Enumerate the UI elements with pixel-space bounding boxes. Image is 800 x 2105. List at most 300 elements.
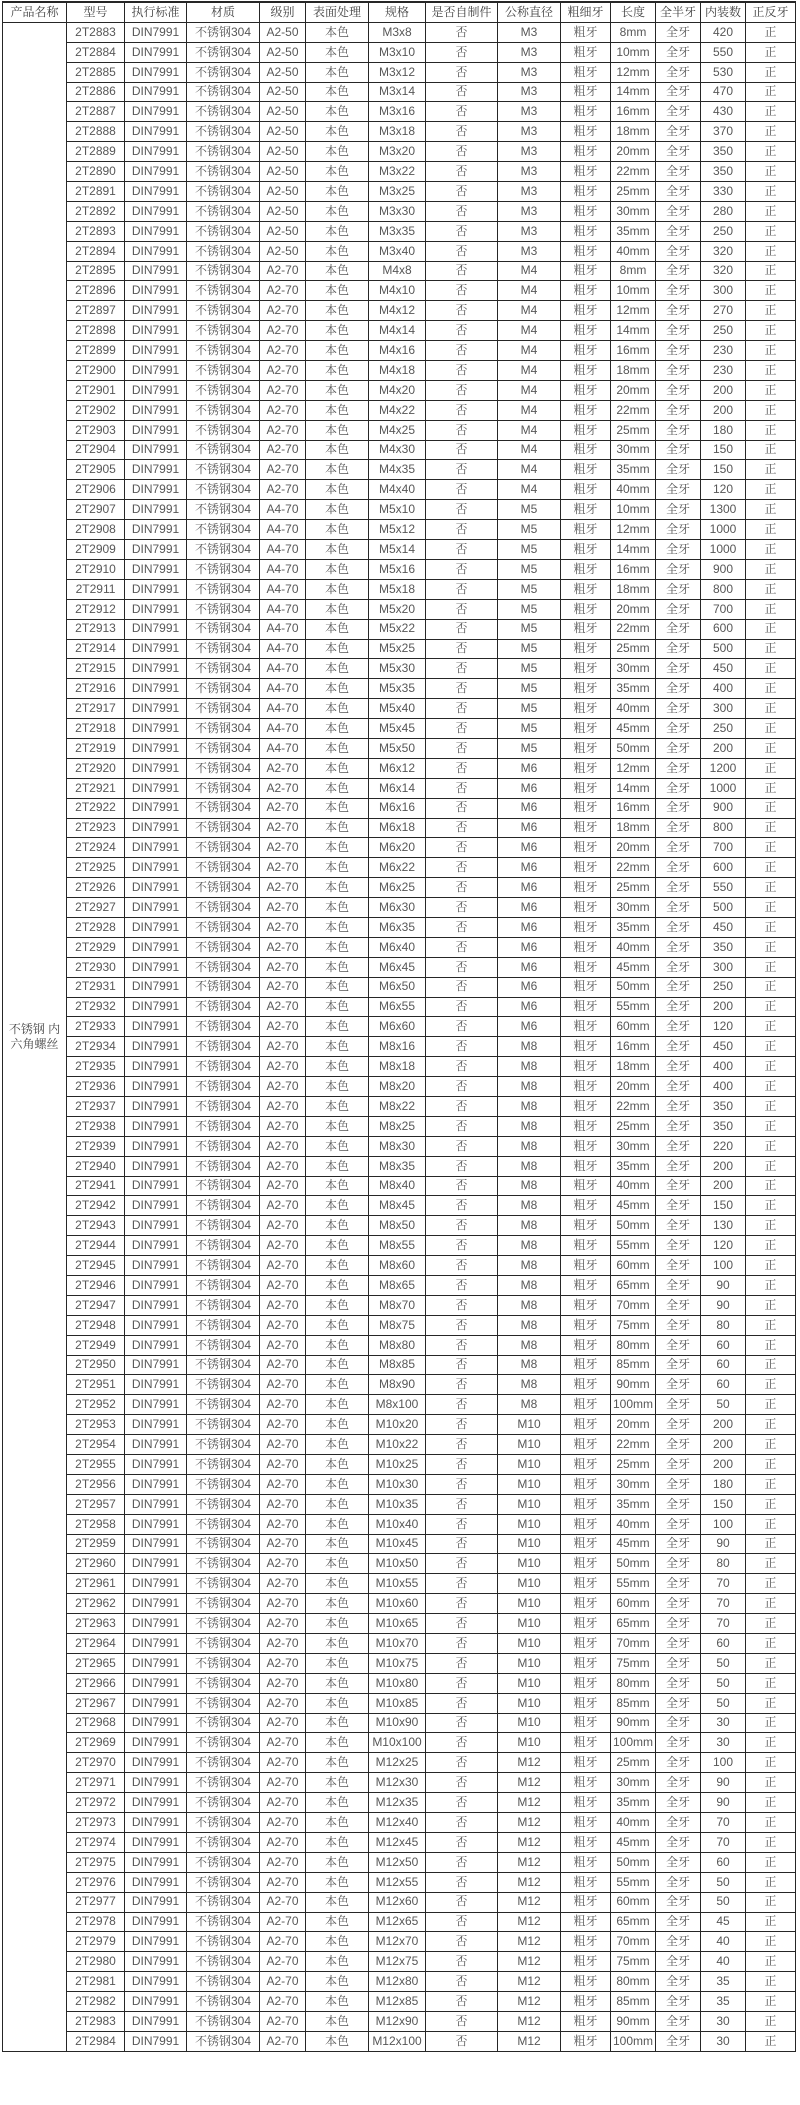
cell-nominal-diameter: M3	[498, 62, 561, 82]
cell-spec: M8x35	[369, 1156, 426, 1176]
cell-surface-finish: 本色	[306, 1315, 369, 1335]
cell-standard: DIN7991	[125, 440, 187, 460]
cell-self-made: 否	[426, 2011, 498, 2031]
cell-thread-coverage: 全牙	[656, 22, 701, 42]
cell-material: 不锈钢304	[187, 579, 260, 599]
column-header-10: 长度	[611, 2, 656, 22]
cell-surface-finish: 本色	[306, 22, 369, 42]
table-row	[3, 82, 796, 102]
cell-model: 2T2947	[67, 1295, 125, 1315]
cell-self-made: 否	[426, 579, 498, 599]
cell-grade: A4-70	[260, 659, 306, 679]
cell-standard: DIN7991	[125, 977, 187, 997]
cell-length: 45mm	[611, 719, 656, 739]
cell-surface-finish: 本色	[306, 1832, 369, 1852]
cell-nominal-diameter: M4	[498, 460, 561, 480]
cell-length: 30mm	[611, 1474, 656, 1494]
cell-nominal-diameter: M8	[498, 1077, 561, 1097]
table-row	[3, 380, 796, 400]
cell-self-made: 否	[426, 62, 498, 82]
cell-standard: DIN7991	[125, 182, 187, 202]
cell-material: 不锈钢304	[187, 162, 260, 182]
cell-self-made: 否	[426, 1594, 498, 1614]
cell-thread-direction: 正	[746, 1176, 796, 1196]
cell-thread-direction: 正	[746, 2011, 796, 2031]
cell-pack-quantity: 30	[701, 1713, 746, 1733]
cell-model: 2T2894	[67, 241, 125, 261]
cell-surface-finish: 本色	[306, 1156, 369, 1176]
cell-thread-direction: 正	[746, 1494, 796, 1514]
cell-thread-pitch: 粗牙	[561, 1852, 611, 1872]
cell-material: 不锈钢304	[187, 758, 260, 778]
cell-surface-finish: 本色	[306, 1554, 369, 1574]
cell-spec: M10x50	[369, 1554, 426, 1574]
table-row	[3, 241, 796, 261]
cell-material: 不锈钢304	[187, 679, 260, 699]
cell-self-made: 否	[426, 1395, 498, 1415]
cell-spec: M12x60	[369, 1892, 426, 1912]
cell-grade: A2-70	[260, 1355, 306, 1375]
cell-thread-pitch: 粗牙	[561, 1574, 611, 1594]
cell-length: 50mm	[611, 738, 656, 758]
cell-length: 25mm	[611, 1753, 656, 1773]
cell-thread-coverage: 全牙	[656, 1057, 701, 1077]
cell-model: 2T2900	[67, 361, 125, 381]
cell-grade: A2-70	[260, 1574, 306, 1594]
table-row	[3, 520, 796, 540]
table-row	[3, 1156, 796, 1176]
cell-nominal-diameter: M5	[498, 659, 561, 679]
cell-thread-pitch: 粗牙	[561, 1276, 611, 1296]
cell-thread-direction: 正	[746, 679, 796, 699]
cell-self-made: 否	[426, 699, 498, 719]
cell-thread-coverage: 全牙	[656, 261, 701, 281]
cell-thread-direction: 正	[746, 1594, 796, 1614]
cell-model: 2T2950	[67, 1355, 125, 1375]
table-row	[3, 1136, 796, 1156]
cell-grade: A4-70	[260, 738, 306, 758]
cell-thread-coverage: 全牙	[656, 540, 701, 560]
cell-thread-pitch: 粗牙	[561, 62, 611, 82]
column-header-6: 规格	[369, 2, 426, 22]
cell-thread-coverage: 全牙	[656, 1196, 701, 1216]
cell-thread-coverage: 全牙	[656, 1037, 701, 1057]
cell-grade: A2-70	[260, 1116, 306, 1136]
cell-surface-finish: 本色	[306, 818, 369, 838]
cell-spec: M8x70	[369, 1295, 426, 1315]
cell-thread-pitch: 粗牙	[561, 42, 611, 62]
cell-pack-quantity: 450	[701, 1037, 746, 1057]
cell-thread-pitch: 粗牙	[561, 977, 611, 997]
cell-pack-quantity: 500	[701, 639, 746, 659]
cell-nominal-diameter: M10	[498, 1713, 561, 1733]
cell-thread-pitch: 粗牙	[561, 1057, 611, 1077]
cell-thread-coverage: 全牙	[656, 1773, 701, 1793]
cell-thread-pitch: 粗牙	[561, 738, 611, 758]
cell-spec: M5x10	[369, 500, 426, 520]
cell-nominal-diameter: M8	[498, 1276, 561, 1296]
cell-model: 2T2920	[67, 758, 125, 778]
cell-length: 40mm	[611, 241, 656, 261]
cell-nominal-diameter: M10	[498, 1653, 561, 1673]
cell-pack-quantity: 45	[701, 1912, 746, 1932]
cell-standard: DIN7991	[125, 1196, 187, 1216]
cell-surface-finish: 本色	[306, 1713, 369, 1733]
cell-surface-finish: 本色	[306, 619, 369, 639]
cell-model: 2T2907	[67, 500, 125, 520]
cell-surface-finish: 本色	[306, 917, 369, 937]
cell-thread-direction: 正	[746, 699, 796, 719]
cell-thread-pitch: 粗牙	[561, 1912, 611, 1932]
cell-length: 90mm	[611, 2011, 656, 2031]
cell-standard: DIN7991	[125, 261, 187, 281]
cell-grade: A2-70	[260, 1733, 306, 1753]
cell-length: 25mm	[611, 1116, 656, 1136]
cell-material: 不锈钢304	[187, 1176, 260, 1196]
cell-thread-pitch: 粗牙	[561, 957, 611, 977]
cell-nominal-diameter: M3	[498, 122, 561, 142]
cell-pack-quantity: 90	[701, 1793, 746, 1813]
cell-thread-direction: 正	[746, 1952, 796, 1972]
cell-length: 20mm	[611, 1415, 656, 1435]
cell-length: 16mm	[611, 559, 656, 579]
cell-self-made: 否	[426, 122, 498, 142]
cell-thread-pitch: 粗牙	[561, 579, 611, 599]
cell-self-made: 否	[426, 1017, 498, 1037]
cell-pack-quantity: 350	[701, 162, 746, 182]
cell-self-made: 否	[426, 540, 498, 560]
cell-pack-quantity: 90	[701, 1276, 746, 1296]
cell-standard: DIN7991	[125, 1057, 187, 1077]
cell-self-made: 否	[426, 1733, 498, 1753]
cell-material: 不锈钢304	[187, 559, 260, 579]
cell-model: 2T2980	[67, 1952, 125, 1972]
cell-self-made: 否	[426, 1315, 498, 1335]
cell-thread-pitch: 粗牙	[561, 1514, 611, 1534]
cell-nominal-diameter: M12	[498, 1852, 561, 1872]
cell-material: 不锈钢304	[187, 201, 260, 221]
cell-thread-direction: 正	[746, 659, 796, 679]
cell-thread-pitch: 粗牙	[561, 1673, 611, 1693]
cell-self-made: 否	[426, 182, 498, 202]
cell-self-made: 否	[426, 1415, 498, 1435]
cell-thread-coverage: 全牙	[656, 162, 701, 182]
cell-pack-quantity: 800	[701, 818, 746, 838]
cell-thread-pitch: 粗牙	[561, 699, 611, 719]
column-header-1: 型号	[67, 2, 125, 22]
cell-surface-finish: 本色	[306, 1872, 369, 1892]
cell-grade: A2-50	[260, 42, 306, 62]
cell-grade: A2-50	[260, 82, 306, 102]
cell-material: 不锈钢304	[187, 997, 260, 1017]
cell-standard: DIN7991	[125, 1096, 187, 1116]
cell-grade: A4-70	[260, 500, 306, 520]
cell-thread-coverage: 全牙	[656, 1116, 701, 1136]
cell-standard: DIN7991	[125, 1494, 187, 1514]
cell-thread-direction: 正	[746, 1574, 796, 1594]
cell-standard: DIN7991	[125, 460, 187, 480]
cell-surface-finish: 本色	[306, 778, 369, 798]
cell-surface-finish: 本色	[306, 341, 369, 361]
cell-surface-finish: 本色	[306, 1952, 369, 1972]
cell-material: 不锈钢304	[187, 460, 260, 480]
cell-nominal-diameter: M6	[498, 838, 561, 858]
cell-length: 35mm	[611, 221, 656, 241]
cell-length: 14mm	[611, 82, 656, 102]
cell-surface-finish: 本色	[306, 1992, 369, 2012]
cell-self-made: 否	[426, 420, 498, 440]
cell-thread-direction: 正	[746, 341, 796, 361]
cell-nominal-diameter: M10	[498, 1494, 561, 1514]
cell-spec: M8x65	[369, 1276, 426, 1296]
table-row	[3, 1057, 796, 1077]
cell-thread-coverage: 全牙	[656, 1077, 701, 1097]
cell-spec: M6x25	[369, 878, 426, 898]
cell-thread-coverage: 全牙	[656, 1395, 701, 1415]
cell-length: 100mm	[611, 1395, 656, 1415]
cell-self-made: 否	[426, 2031, 498, 2051]
cell-thread-pitch: 粗牙	[561, 1415, 611, 1435]
cell-standard: DIN7991	[125, 42, 187, 62]
cell-thread-direction: 正	[746, 1077, 796, 1097]
cell-thread-coverage: 全牙	[656, 1972, 701, 1992]
cell-surface-finish: 本色	[306, 1594, 369, 1614]
cell-length: 18mm	[611, 361, 656, 381]
cell-grade: A2-70	[260, 778, 306, 798]
cell-thread-direction: 正	[746, 1415, 796, 1435]
cell-standard: DIN7991	[125, 102, 187, 122]
cell-length: 40mm	[611, 1514, 656, 1534]
cell-surface-finish: 本色	[306, 719, 369, 739]
cell-pack-quantity: 550	[701, 42, 746, 62]
cell-standard: DIN7991	[125, 1156, 187, 1176]
cell-model: 2T2956	[67, 1474, 125, 1494]
cell-grade: A2-70	[260, 957, 306, 977]
cell-spec: M12x65	[369, 1912, 426, 1932]
cell-thread-coverage: 全牙	[656, 440, 701, 460]
cell-spec: M10x22	[369, 1435, 426, 1455]
cell-standard: DIN7991	[125, 1037, 187, 1057]
cell-model: 2T2955	[67, 1455, 125, 1475]
cell-material: 不锈钢304	[187, 1992, 260, 2012]
cell-spec: M12x90	[369, 2011, 426, 2031]
cell-thread-pitch: 粗牙	[561, 1733, 611, 1753]
cell-material: 不锈钢304	[187, 400, 260, 420]
cell-thread-coverage: 全牙	[656, 818, 701, 838]
cell-material: 不锈钢304	[187, 1673, 260, 1693]
cell-length: 30mm	[611, 1136, 656, 1156]
cell-standard: DIN7991	[125, 1832, 187, 1852]
cell-thread-direction: 正	[746, 1256, 796, 1276]
cell-material: 不锈钢304	[187, 878, 260, 898]
cell-surface-finish: 本色	[306, 1932, 369, 1952]
cell-surface-finish: 本色	[306, 241, 369, 261]
cell-spec: M10x65	[369, 1614, 426, 1634]
cell-thread-pitch: 粗牙	[561, 1813, 611, 1833]
cell-nominal-diameter: M6	[498, 778, 561, 798]
cell-spec: M5x45	[369, 719, 426, 739]
cell-model: 2T2931	[67, 977, 125, 997]
cell-pack-quantity: 70	[701, 1574, 746, 1594]
cell-thread-coverage: 全牙	[656, 1236, 701, 1256]
cell-material: 不锈钢304	[187, 659, 260, 679]
cell-thread-direction: 正	[746, 1892, 796, 1912]
cell-pack-quantity: 250	[701, 719, 746, 739]
cell-standard: DIN7991	[125, 62, 187, 82]
cell-pack-quantity: 100	[701, 1256, 746, 1276]
cell-model: 2T2969	[67, 1733, 125, 1753]
cell-nominal-diameter: M6	[498, 878, 561, 898]
cell-model: 2T2906	[67, 480, 125, 500]
cell-surface-finish: 本色	[306, 142, 369, 162]
cell-nominal-diameter: M8	[498, 1176, 561, 1196]
table-row	[3, 957, 796, 977]
cell-pack-quantity: 350	[701, 1096, 746, 1116]
cell-thread-pitch: 粗牙	[561, 142, 611, 162]
cell-material: 不锈钢304	[187, 1872, 260, 1892]
cell-self-made: 否	[426, 1494, 498, 1514]
cell-nominal-diameter: M6	[498, 798, 561, 818]
cell-thread-direction: 正	[746, 22, 796, 42]
cell-spec: M12x100	[369, 2031, 426, 2051]
cell-pack-quantity: 200	[701, 400, 746, 420]
cell-spec: M12x30	[369, 1773, 426, 1793]
cell-self-made: 否	[426, 1236, 498, 1256]
cell-thread-coverage: 全牙	[656, 937, 701, 957]
cell-self-made: 否	[426, 559, 498, 579]
cell-material: 不锈钢304	[187, 1077, 260, 1097]
cell-pack-quantity: 70	[701, 1832, 746, 1852]
cell-thread-coverage: 全牙	[656, 679, 701, 699]
table-row	[3, 1852, 796, 1872]
cell-self-made: 否	[426, 221, 498, 241]
cell-grade: A2-70	[260, 1614, 306, 1634]
cell-surface-finish: 本色	[306, 480, 369, 500]
cell-material: 不锈钢304	[187, 22, 260, 42]
cell-self-made: 否	[426, 500, 498, 520]
cell-pack-quantity: 250	[701, 321, 746, 341]
cell-surface-finish: 本色	[306, 1852, 369, 1872]
cell-standard: DIN7991	[125, 82, 187, 102]
cell-pack-quantity: 35	[701, 1992, 746, 2012]
cell-self-made: 否	[426, 1355, 498, 1375]
cell-grade: A2-50	[260, 142, 306, 162]
cell-model: 2T2911	[67, 579, 125, 599]
table-row	[3, 818, 796, 838]
cell-spec: M8x18	[369, 1057, 426, 1077]
cell-standard: DIN7991	[125, 1653, 187, 1673]
cell-pack-quantity: 50	[701, 1653, 746, 1673]
cell-spec: M8x55	[369, 1236, 426, 1256]
cell-length: 85mm	[611, 1992, 656, 2012]
cell-thread-coverage: 全牙	[656, 1753, 701, 1773]
cell-pack-quantity: 700	[701, 838, 746, 858]
cell-spec: M12x70	[369, 1932, 426, 1952]
cell-thread-coverage: 全牙	[656, 1733, 701, 1753]
cell-grade: A2-70	[260, 917, 306, 937]
cell-surface-finish: 本色	[306, 540, 369, 560]
cell-length: 40mm	[611, 1813, 656, 1833]
cell-thread-coverage: 全牙	[656, 221, 701, 241]
table-row	[3, 1614, 796, 1634]
cell-surface-finish: 本色	[306, 1773, 369, 1793]
cell-grade: A2-50	[260, 182, 306, 202]
cell-thread-direction: 正	[746, 937, 796, 957]
cell-pack-quantity: 50	[701, 1693, 746, 1713]
cell-spec: M3x8	[369, 22, 426, 42]
cell-nominal-diameter: M3	[498, 82, 561, 102]
cell-surface-finish: 本色	[306, 1256, 369, 1276]
cell-surface-finish: 本色	[306, 559, 369, 579]
cell-thread-coverage: 全牙	[656, 1554, 701, 1574]
cell-thread-direction: 正	[746, 1096, 796, 1116]
cell-thread-coverage: 全牙	[656, 241, 701, 261]
cell-self-made: 否	[426, 1375, 498, 1395]
cell-standard: DIN7991	[125, 778, 187, 798]
cell-thread-coverage: 全牙	[656, 778, 701, 798]
table-row	[3, 1872, 796, 1892]
cell-spec: M8x50	[369, 1216, 426, 1236]
cell-surface-finish: 本色	[306, 1634, 369, 1654]
cell-nominal-diameter: M12	[498, 1972, 561, 1992]
cell-model: 2T2949	[67, 1335, 125, 1355]
cell-thread-coverage: 全牙	[656, 619, 701, 639]
cell-spec: M12x80	[369, 1972, 426, 1992]
cell-model: 2T2919	[67, 738, 125, 758]
cell-grade: A2-70	[260, 1077, 306, 1097]
cell-grade: A4-70	[260, 699, 306, 719]
cell-length: 30mm	[611, 1773, 656, 1793]
cell-thread-direction: 正	[746, 540, 796, 560]
cell-length: 22mm	[611, 400, 656, 420]
cell-model: 2T2886	[67, 82, 125, 102]
cell-spec: M10x80	[369, 1673, 426, 1693]
cell-length: 50mm	[611, 977, 656, 997]
cell-nominal-diameter: M12	[498, 1813, 561, 1833]
table-row	[3, 162, 796, 182]
cell-model: 2T2977	[67, 1892, 125, 1912]
cell-thread-pitch: 粗牙	[561, 1355, 611, 1375]
cell-nominal-diameter: M6	[498, 858, 561, 878]
cell-material: 不锈钢304	[187, 738, 260, 758]
cell-surface-finish: 本色	[306, 1514, 369, 1534]
cell-pack-quantity: 250	[701, 221, 746, 241]
cell-thread-direction: 正	[746, 241, 796, 261]
cell-thread-direction: 正	[746, 878, 796, 898]
cell-nominal-diameter: M4	[498, 281, 561, 301]
cell-length: 90mm	[611, 1713, 656, 1733]
cell-model: 2T2966	[67, 1673, 125, 1693]
cell-thread-pitch: 粗牙	[561, 420, 611, 440]
cell-standard: DIN7991	[125, 540, 187, 560]
cell-spec: M3x16	[369, 102, 426, 122]
cell-thread-direction: 正	[746, 1673, 796, 1693]
cell-model: 2T2917	[67, 699, 125, 719]
table-row	[3, 738, 796, 758]
cell-thread-direction: 正	[746, 142, 796, 162]
cell-model: 2T2971	[67, 1773, 125, 1793]
cell-material: 不锈钢304	[187, 719, 260, 739]
table-row	[3, 281, 796, 301]
table-row	[3, 1514, 796, 1534]
cell-self-made: 否	[426, 798, 498, 818]
cell-material: 不锈钢304	[187, 1236, 260, 1256]
cell-pack-quantity: 150	[701, 1494, 746, 1514]
cell-self-made: 否	[426, 82, 498, 102]
cell-self-made: 否	[426, 818, 498, 838]
cell-model: 2T2948	[67, 1315, 125, 1335]
cell-model: 2T2984	[67, 2031, 125, 2051]
